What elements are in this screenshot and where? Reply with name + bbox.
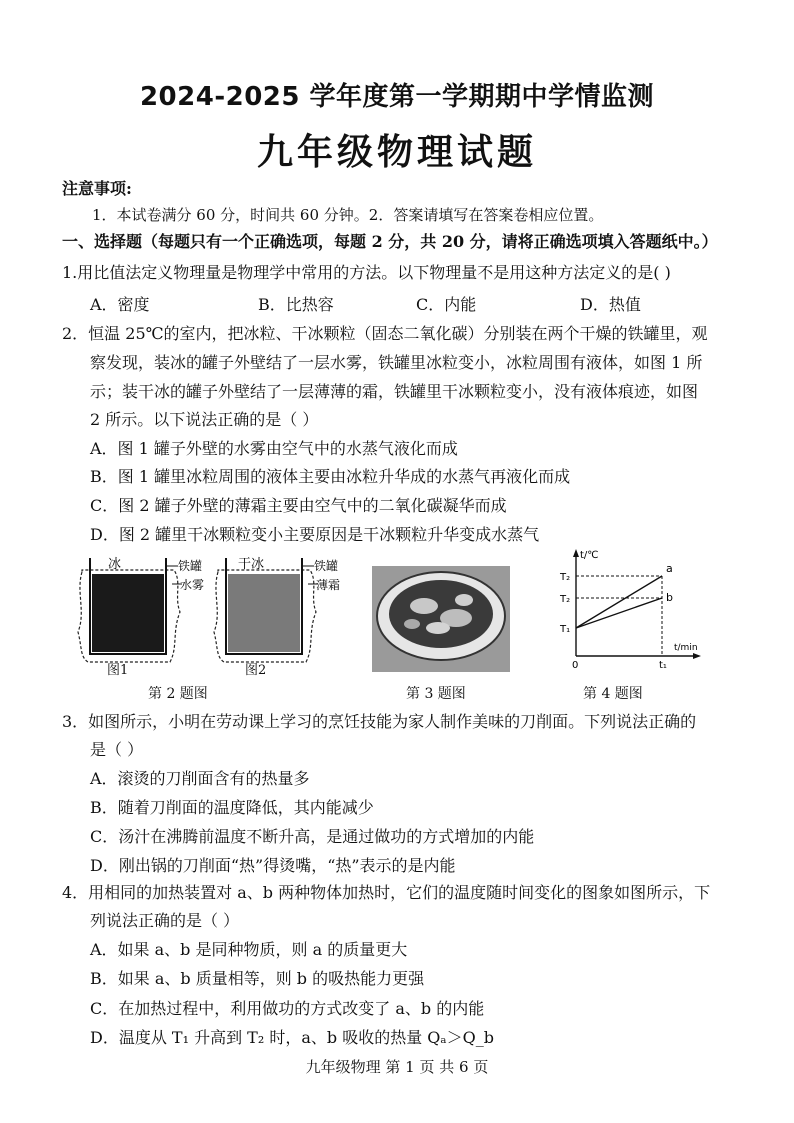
question-2-figure-caption: 第 2 题图	[148, 686, 208, 702]
question-3-line-2: 是（ ）	[90, 740, 144, 759]
figure-3-noodle-bowl-photo	[372, 566, 510, 672]
fig1-content-label: 冰	[108, 557, 122, 572]
question-1-option-d: D．热值	[580, 295, 641, 314]
question-3-option-c: C．汤汁在沸腾前温度不断升高，是通过做功的方式增加的内能	[90, 827, 535, 846]
question-2-option-d: D．图 2 罐里干冰颗粒变小主要原因是干冰颗粒升华变成水蒸气	[90, 525, 540, 544]
question-2-line-2: 察发现，装冰的罐子外壁结了一层水雾，铁罐里冰粒变小，冰粒周围有液体，如图 1 所	[90, 353, 703, 372]
question-2-option-b: B．图 1 罐里冰粒周围的液体主要由冰粒升华成的水蒸气再液化而成	[90, 467, 571, 486]
question-2-option-c: C．图 2 罐子外壁的薄霜主要由空气中的二氧化碳凝华而成	[90, 496, 507, 515]
notice-heading: 注意事项:	[62, 179, 132, 198]
fig1-mist-label: 水雾	[180, 578, 205, 592]
figure-2-caption: 图2	[245, 663, 267, 678]
question-2-line-1: 2．恒温 25℃的室内，把冰粒、干冰颗粒（固态二氧化碳）分别装在两个干燥的铁罐里，观	[62, 324, 708, 343]
question-3-line-1: 3．如图所示，小明在劳动课上学习的烹饪技能为家人制作美味的刀削面。下列说法正确的	[62, 712, 697, 731]
graph-x-label: t/min	[674, 643, 698, 653]
question-4-line-1: 4．用相同的加热装置对 a、b 两种物体加热时，它们的温度随时间变化的图象如图所示，下	[62, 883, 711, 902]
exam-title: 2024-2025 学年度第一学期期中学情监测	[139, 82, 655, 112]
question-4-option-b: B．如果 a、b 质量相等，则 b 的吸热能力更强	[90, 969, 425, 988]
dry-ice-content	[228, 574, 300, 652]
graph-line-a-label: a	[666, 562, 673, 575]
notice-text: 1．本试卷满分 60 分，时间共 60 分钟。2．答案请填写在答案卷相应位置。	[92, 206, 604, 224]
ice-content	[92, 574, 164, 652]
question-3-figure-caption: 第 3 题图	[406, 686, 466, 702]
page-footer: 九年级物理 第 1 页 共 6 页	[305, 1058, 489, 1076]
graph-y-label: t/℃	[580, 550, 599, 561]
question-1-option-a: A．密度	[90, 295, 150, 314]
graph-t1: t₁	[659, 660, 667, 671]
graph-T2: T₂	[560, 572, 571, 583]
question-3-option-a: A．滚烫的刀削面含有的热量多	[90, 769, 310, 788]
exam-subtitle: 九年级物理试题	[256, 132, 537, 173]
fig2-can-label: 铁罐	[314, 559, 339, 573]
fig1-can-label: 铁罐	[178, 559, 203, 573]
question-4-figure-caption: 第 4 题图	[583, 686, 643, 702]
question-4-option-c: C．在加热过程中，利用做功的方式改变了 a、b 的内能	[90, 999, 485, 1018]
question-2-option-a: A．图 1 罐子外壁的水雾由空气中的水蒸气液化而成	[90, 439, 458, 458]
question-1-option-b: B．比热容	[258, 295, 334, 314]
graph-T1: T₁	[560, 624, 571, 635]
fig2-content-label: 干冰	[238, 557, 265, 572]
soup	[389, 580, 493, 648]
question-1-stem: 1.用比值法定义物理量是物理学中常用的方法。以下物理量不是用这种方法定义的是( )	[62, 263, 671, 282]
graph-line-b-label: b	[666, 591, 673, 604]
figure-4-temperature-graph	[556, 546, 706, 674]
figure-1-ice-can	[70, 552, 205, 672]
graph-T2b: T₂	[560, 594, 571, 605]
question-2-line-3: 示；装干冰的罐子外壁结了一层薄薄的霜，铁罐里干冰颗粒变小，没有液体痕迹，如图	[90, 382, 699, 401]
question-1-option-c: C．内能	[416, 295, 477, 314]
question-4-line-2: 列说法正确的是（ ）	[90, 911, 240, 930]
fig2-frost-label: 薄霜	[316, 578, 341, 592]
section-heading: 一、选择题（每题只有一个正确选项，每题 2 分，共 20 分，请将正确选项填入答题纸中。）	[62, 232, 718, 251]
question-4-option-d: D．温度从 T₁ 升高到 T₂ 时，a、b 吸收的热量 Qₐ＞Q_b	[90, 1028, 494, 1047]
question-3-option-b: B．随着刀削面的温度降低，其内能减少	[90, 798, 374, 817]
question-4-option-a: A．如果 a、b 是同种物质，则 a 的质量更大	[90, 940, 408, 959]
figure-1-caption: 图1	[107, 663, 129, 678]
graph-origin: 0	[572, 660, 579, 671]
question-3-option-d: D．刚出锅的刀削面“热”得烫嘴，“热”表示的是内能	[90, 856, 456, 875]
figure-2-dry-ice-can	[210, 552, 355, 672]
question-2-line-4: 2 所示。以下说法正确的是（ ）	[90, 410, 319, 429]
